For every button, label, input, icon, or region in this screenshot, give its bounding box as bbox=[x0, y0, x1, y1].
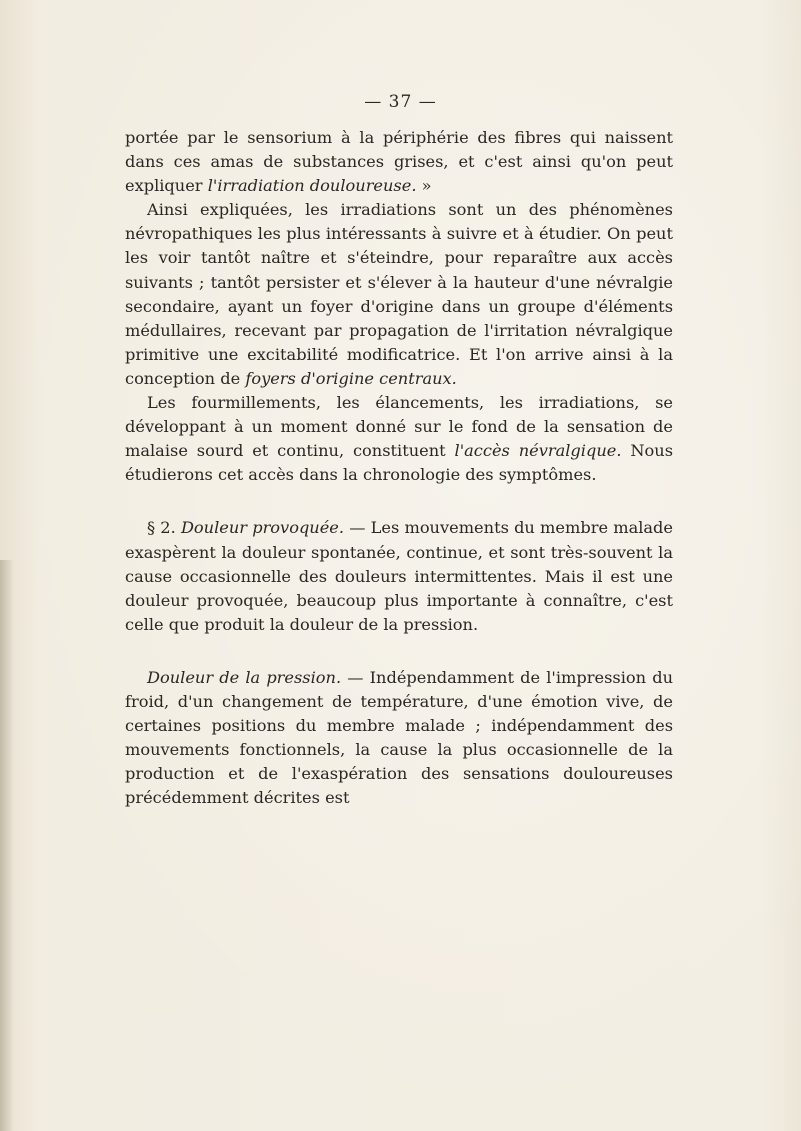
paragraph-1-quote-close: » bbox=[416, 176, 432, 196]
paragraph-5-text: — Indépendamment de l'impression du froid, d'un changement de température, d'une émotion vive, de certaines positions du membre malade ; indépendamment des mouvements fonctionnels, la cause la plus occasionnelle de la production et de l'exaspération des sensations douloureuses précédemment décrites est bbox=[125, 667, 673, 808]
section-number: § 2. bbox=[147, 518, 181, 538]
paragraph-3-italic: l'accès névralgique. bbox=[454, 441, 622, 461]
section-title: Douleur provoquée. bbox=[180, 518, 345, 538]
binding-shadow bbox=[0, 560, 14, 1131]
subsection-gap bbox=[125, 637, 673, 666]
subsection-title: Douleur de la pression. bbox=[147, 667, 342, 687]
paragraph-1 bbox=[125, 126, 673, 198]
paragraph-4-text: — Les mouvements du membre malade exaspèrent la douleur spontanée, continue, et sont très-souvent la cause occasionnelle des douleurs intermittentes. Mais il est une douleur provoquée, beaucoup plus importante à connaître, c'est celle que produit la douleur de la pression. bbox=[125, 518, 673, 634]
paragraph-2-italic: foyers d'origine centraux. bbox=[245, 368, 457, 388]
section-gap bbox=[125, 487, 673, 516]
paragraph-2 bbox=[125, 198, 673, 391]
paragraph-4 bbox=[125, 516, 673, 636]
paragraph-1-italic: l'irradiation douloureuse. bbox=[207, 176, 417, 196]
paragraph-2-text: Ainsi expliquées, les irradiations sont un des phénomènes névropathiques les plus intéressants à suivre et à étudier. On peut les voir tantôt naître et s'éteindre, pour reparaître aux accès suivants ; tantôt persister et s'élever à la hauteur d'une névralgie secondaire, ayant un foyer d'origine dans un groupe d'éléments médullaires, recevant par propagation de l'irritation névralgique primitive une excitabilité modificatrice. Et l'on arrive ainsi à la conception de bbox=[125, 200, 673, 388]
body-text bbox=[125, 126, 673, 810]
paragraph-3 bbox=[125, 391, 673, 487]
paragraph-5 bbox=[125, 666, 673, 811]
paragraph-3-text: Les fourmillements, les élancements, les irradiations, se développant à un moment donné sur le fond de la sensation de malaise sourd et continu, constituent bbox=[125, 393, 673, 461]
paragraph-3-text-end: Nous étudierons cet accès dans la chronologie des symptômes. bbox=[125, 441, 674, 485]
paragraph-1-text: portée par le sensorium à la périphérie des fibres qui naissent dans ces amas de substances grises, et c'est ainsi qu'on peut expliquer bbox=[125, 128, 673, 196]
page-number: — 37 — bbox=[364, 92, 437, 112]
